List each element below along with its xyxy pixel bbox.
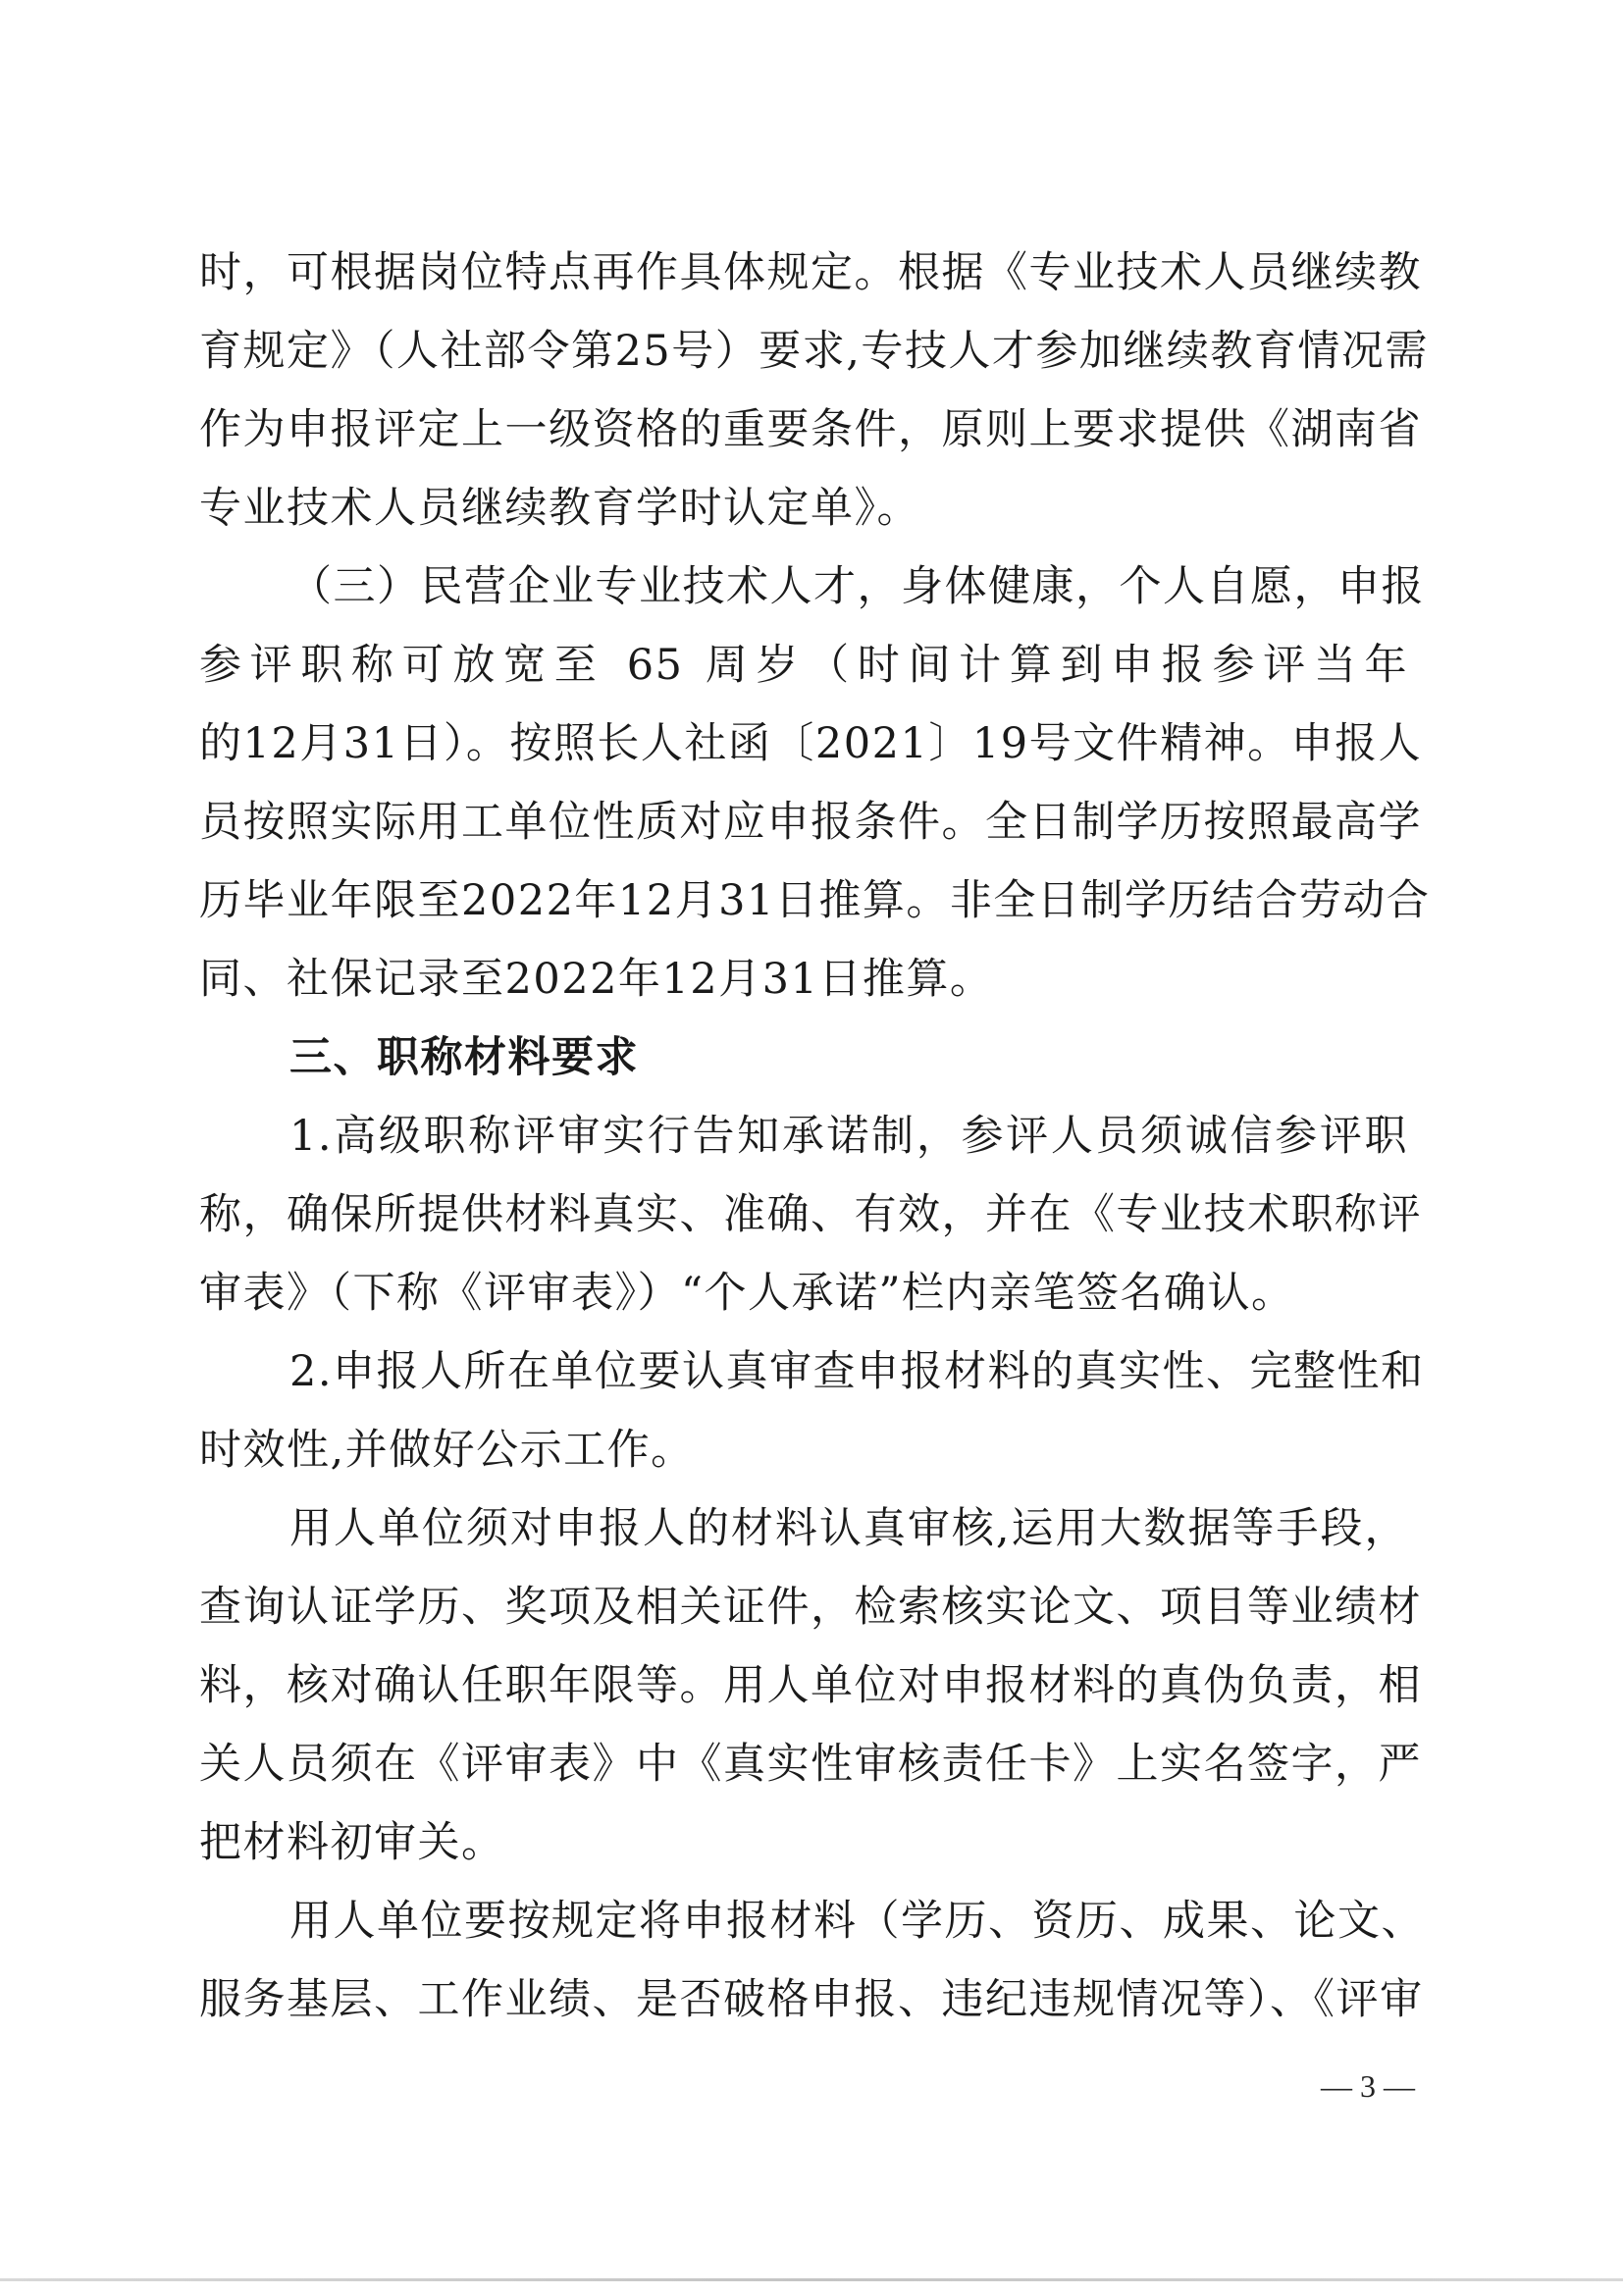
text-line: 1.高级职称评审实行告知承诺制，参评人员须诚信参评职: [289, 1112, 1408, 1161]
scan-edge-divider: [0, 2278, 1623, 2281]
text-line: 历毕业年限至2022年12月31日推算。非全日制学历结合劳动合: [199, 876, 1431, 925]
text-line: 关人员须在《评审表》中《真实性审核责任卡》上实名签字，严: [199, 1740, 1422, 1789]
text-line: 服务基层、工作业绩、是否破格申报、违纪违规情况等）、《评审: [199, 1975, 1424, 2024]
text-line: （三）民营企业专业技术人才，身体健康，个人自愿，申报: [289, 562, 1425, 611]
text-line: 时效性,并做好公示工作。: [199, 1426, 695, 1475]
text-line: 称，确保所提供材料真实、准确、有效，并在《专业技术职称评: [199, 1190, 1422, 1239]
text-line: 员按照实际用工单位性质对应申报条件。全日制学历按照最高学: [199, 798, 1422, 847]
text-line: 时，可根据岗位特点再作具体规定。根据《专业技术人员继续教: [199, 248, 1422, 297]
section-heading: 三、职称材料要求: [289, 1033, 639, 1082]
text-line: 同、社保记录至2022年12月31日推算。: [199, 955, 994, 1004]
text-line: 的12月31日）。按照长人社函〔2021〕19号文件精神。申报人: [199, 719, 1423, 768]
text-line: 把材料初审关。: [199, 1818, 505, 1867]
text-line: 查询认证学历、奖项及相关证件，检索核实论文、项目等业绩材: [199, 1583, 1422, 1632]
text-line: 用人单位要按规定将申报材料（学历、资历、成果、论文、: [289, 1897, 1425, 1946]
text-line: 审表》（下称《评审表》）“个人承诺”栏内亲笔签名确认。: [199, 1269, 1295, 1318]
body-text: [199, 234, 1431, 2039]
text-line: 料，核对确认任职年限等。用人单位对申报材料的真伪负责，相: [199, 1661, 1422, 1710]
page-number: — 3 —: [1321, 2068, 1415, 2104]
text-line: 2.申报人所在单位要认真审查申报材料的真实性、完整性和: [289, 1347, 1425, 1396]
text-line: 作为申报评定上一级资格的重要条件，原则上要求提供《湖南省: [199, 405, 1422, 454]
text-line: 专业技术人员继续教育学时认定单》。: [199, 484, 920, 533]
text-line: 参评职称可放宽至 65 周岁（时间计算到申报参评当年: [199, 641, 1408, 690]
text-line: 用人单位须对申报人的材料认真审核,运用大数据等手段，: [289, 1504, 1408, 1553]
text-line: 育规定》（人社部令第25号）要求,专技人才参加继续教育情况需: [199, 327, 1429, 376]
